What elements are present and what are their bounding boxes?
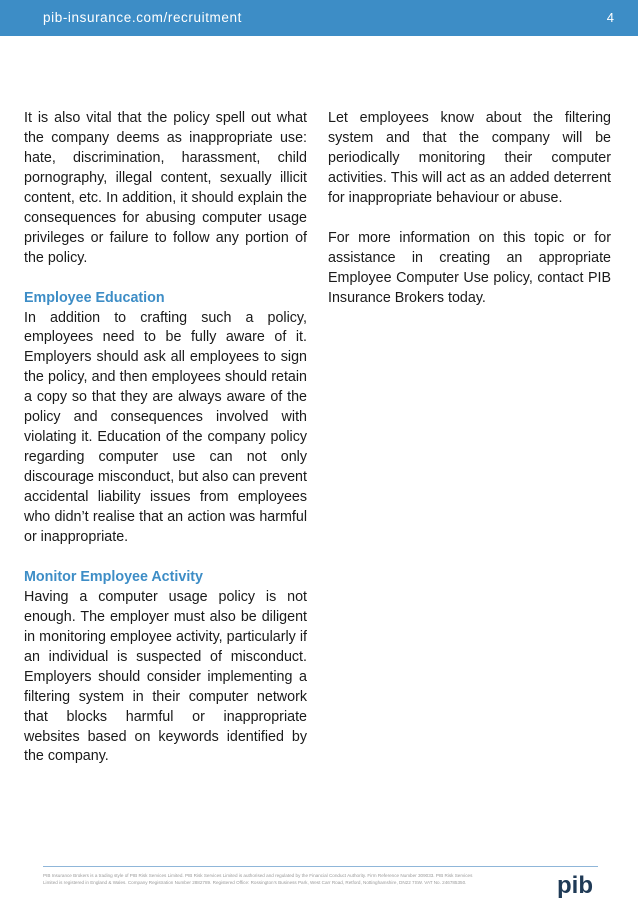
education-paragraph: In addition to crafting such a policy, employees need to be fully aware of it. Employers should ask all employees to sign the policy, and then employees should retain a copy so that they are always aware of the policy and consequences involved with violating it. Education of the company policy regarding computer use can not only discourage misconduct, but also can prevent accidental liability issues from employees who didn’t realise that an action was harmful or inappropriate. [24,309,307,545]
monitor-heading: Monitor Employee Activity [24,568,204,585]
page-number: 4 [606,10,614,25]
header-bar [0,0,638,36]
footer-disclaimer [43,872,543,886]
footer-divider [43,866,598,867]
logo-text: pib [557,872,593,899]
left-column [24,109,307,787]
contact-paragraph: For more information on this topic or for assistance in creating an appropriate Employee Computer Use policy, contact PIB Insurance Brokers today. [328,229,611,306]
filtering-paragraph: Let employees know about the filtering system and that the company will be periodically monitoring their computer activities. This will act as an added deterrent for inappropriate behaviour or abuse. [328,110,611,206]
footer-line-1: PIB Insurance Brokers is a trading style of PIB Risk Services Limited. PIB Risk Services Limited is authorised and regulated by the Financial Conduct Authority. Firm Reference Number 309033. PIB Risk Services [43,873,473,878]
monitor-paragraph: Having a computer usage policy is not enough. The employer must also be diligent in monitoring employee activity, particularly if an individual is suspected of misconduct. Employers should consider implementing a filtering system in their computer network that blocks harmful or inappropriate websites based on keywords identified by the company. [24,588,307,765]
footer-line-2: Limited is registered in England & Wales. Company Registration Number 2882789. Registered Office: Rossington’s Business Park, West Carr Road, Retford, Nottinghamshire, DN22 7SW. VAT No. 246785350. [43,880,467,885]
education-heading: Employee Education [24,289,165,306]
intro-paragraph: It is also vital that the policy spell out what the company deems as inappropriate use: hate, discrimination, harassment, child pornography, illegal content, sexually illicit content, etc. In addition, it should explain the consequences for abusing computer usage privileges or failure to follow any portion of the policy. [24,110,307,266]
pib-logo [556,872,600,900]
header-url[interactable]: pib-insurance.com/recruitment [43,10,242,25]
right-column [328,109,611,328]
